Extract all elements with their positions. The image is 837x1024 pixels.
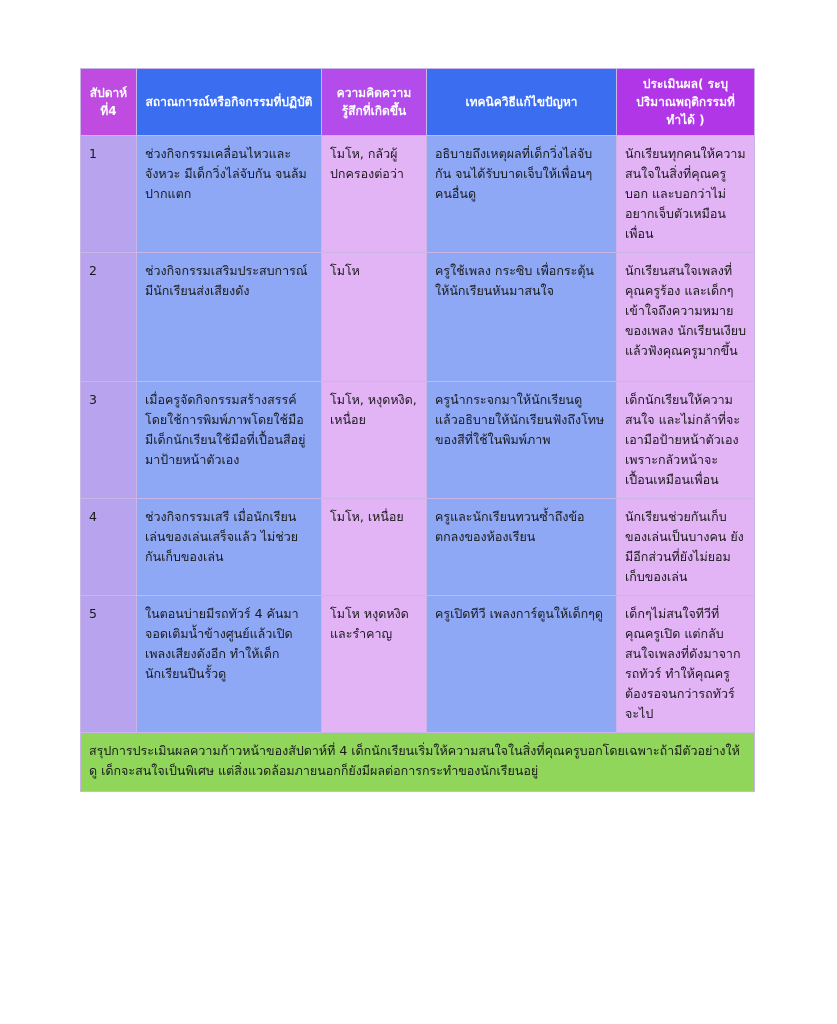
- cell-evaluation: นักเรียนทุกคนให้ความสนใจในสิ่งที่คุณครูบอก และบอกว่าไม่อยากเจ็บตัวเหมือนเพื่อน: [617, 136, 755, 253]
- reflection-sheet: [80, 68, 754, 792]
- table-row: [81, 136, 755, 253]
- cell-situation: เมื่อครูจัดกิจกรรมสร้างสรรค์ โดยใช้การพิมพ์ภาพโดยใช้มือ มีเด็กนักเรียนใช้มือที่เปื้อนสีอยู่มาป้ายหน้าตัวเอง: [137, 382, 322, 499]
- cell-technique: ครูนำกระจกมาให้นักเรียนดู แล้วอธิบายให้นักเรียนฟังถึงโทษของสีที่ใช้ในพิมพ์ภาพ: [427, 382, 617, 499]
- cell-evaluation: เด็กนักเรียนให้ความสนใจ และไม่กล้าที่จะเอามือป้ายหน้าตัวเองเพราะกลัวหน้าจะเปื้อนเหมือนเพื่อน: [617, 382, 755, 499]
- cell-feeling: โมโห, เหนื่อย: [322, 499, 427, 596]
- table-row: [81, 253, 755, 382]
- cell-feeling: โมโห: [322, 253, 427, 382]
- cell-evaluation: นักเรียนช่วยกันเก็บของเล่นเป็นบางคน ยังมีอีกส่วนที่ยังไม่ยอมเก็บของเล่น: [617, 499, 755, 596]
- weekly-reflection-table: [80, 68, 755, 792]
- header-evaluation: ประเมินผล( ระบุปริมาณพฤติกรรมที่ทำได้ ): [617, 69, 755, 136]
- cell-technique: ครูใช้เพลง กระซิบ เพื่อกระตุ้นให้นักเรียนหันมาสนใจ: [427, 253, 617, 382]
- table-row: [81, 382, 755, 499]
- cell-week: 1: [81, 136, 137, 253]
- summary-row: [81, 733, 755, 792]
- cell-feeling: โมโห, กลัวผู้ปกครองต่อว่า: [322, 136, 427, 253]
- cell-week: 4: [81, 499, 137, 596]
- header-technique: เทคนิควิธีแก้ไขปัญหา: [427, 69, 617, 136]
- table-row: [81, 499, 755, 596]
- cell-technique: ครูและนักเรียนทวนซ้ำถึงข้อตกลงของห้องเรียน: [427, 499, 617, 596]
- cell-technique: ครูเปิดทีวี เพลงการ์ตูนให้เด็กๆดู: [427, 596, 617, 733]
- cell-technique: อธิบายถึงเหตุผลที่เด็กวิ่งไล่จับกัน จนได้รับบาดเจ็บให้เพื่อนๆคนอื่นดู: [427, 136, 617, 253]
- cell-feeling: โมโห, หงุดหงิด, เหนื่อย: [322, 382, 427, 499]
- header-feeling: ความคิดความรู้สึกที่เกิดขึ้น: [322, 69, 427, 136]
- cell-situation: ช่วงกิจกรรมเคลื่อนไหวและจังหวะ มีเด็กวิ่งไล่จับกัน จนล้มปากแตก: [137, 136, 322, 253]
- header-week: สัปดาห์ที่4: [81, 69, 137, 136]
- progress-summary: สรุปการประเมินผลความก้าวหน้าของสัปดาห์ที่ 4 เด็กนักเรียนเริ่มให้ความสนใจในสิ่งที่คุณครูบอกโดยเฉพาะถ้ามีตัวอย่างให้ดู เด็กจะสนใจเป็นพิเศษ แต่สิ่งแวดล้อมภายนอกก็ยังมีผลต่อการกระทำของนักเรียนอยู่: [81, 733, 755, 792]
- header-situation: สถาณการณ์หรือกิจกรรมที่ปฏิบัติ: [137, 69, 322, 136]
- cell-situation: ในตอนบ่ายมีรถทัวร์ 4 คันมาจอดเติมน้ำข้างศูนย์แล้วเปิดเพลงเสียงดังอีก ทำให้เด็กนักเรียนปีนรั้วดู: [137, 596, 322, 733]
- cell-week: 3: [81, 382, 137, 499]
- cell-week: 2: [81, 253, 137, 382]
- cell-situation: ช่วงกิจกรรมเสรี เมื่อนักเรียนเล่นของเล่นเสร็จแล้ว ไม่ช่วยกันเก็บของเล่น: [137, 499, 322, 596]
- cell-situation: ช่วงกิจกรรมเสริมประสบการณ์ มีนักเรียนส่งเสียงดัง: [137, 253, 322, 382]
- table-row: [81, 596, 755, 733]
- table-header-row: [81, 69, 755, 136]
- cell-evaluation: นักเรียนสนใจเพลงที่คุณครูร้อง และเด็กๆเข้าใจถึงความหมายของเพลง นักเรียนเงียบแล้วฟังคุณครูมากขึ้น: [617, 253, 755, 382]
- cell-feeling: โมโห หงุดหงิดและรำคาญ: [322, 596, 427, 733]
- cell-evaluation: เด็กๆไม่สนใจทีวีที่คุณครูเปิด แต่กลับสนใจเพลงที่ดังมาจากรถทัวร์ ทำให้คุณครูต้องรอจนกว่ารถทัวร์จะไป: [617, 596, 755, 733]
- cell-week: 5: [81, 596, 137, 733]
